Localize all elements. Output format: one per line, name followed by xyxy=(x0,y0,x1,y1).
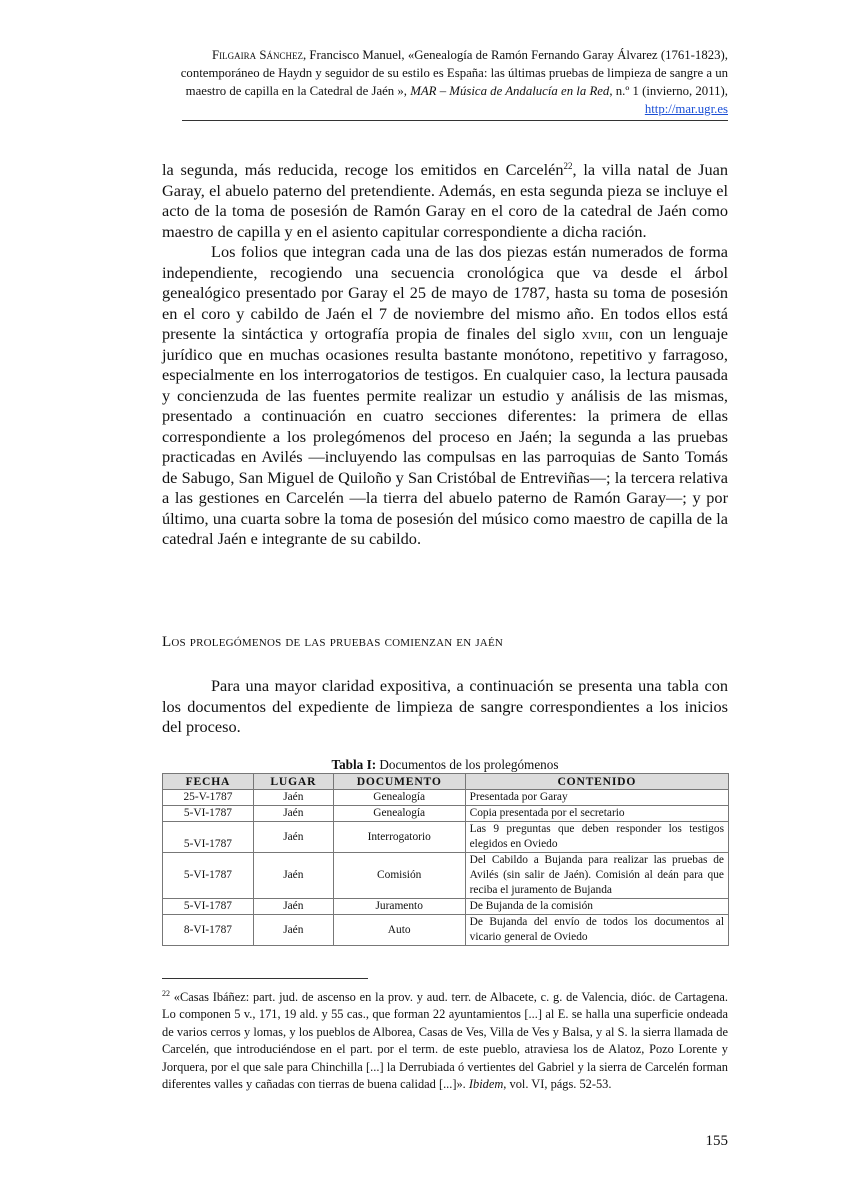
header-issue: , n.º 1 (invierno, 2011), xyxy=(609,84,728,98)
table-header-row xyxy=(163,774,729,790)
table-row: 5-VI-1787 Jaén Interrogatorio Las 9 preguntas que deben responder los testigos elegidos en Oviedo xyxy=(163,822,729,853)
documents-table xyxy=(162,773,729,946)
header-lugar: LUGAR xyxy=(253,774,333,790)
table-row: 8-VI-1787 Jaén Auto De Bujanda del envío de todos los documentos al vicario general de Oviedo xyxy=(163,915,729,946)
header-author: Filgaira Sánchez xyxy=(212,48,303,62)
intro-paragraph: Para una mayor claridad expositiva, a continuación se presenta una tabla con los documentos del expediente de limpieza de sangre correspondientes a los inicios del proceso. xyxy=(162,676,728,736)
header-url-link[interactable]: http://mar.ugr.es xyxy=(644,102,728,116)
page-number: 155 xyxy=(705,1133,728,1149)
running-header xyxy=(160,46,728,121)
footnote-rule xyxy=(162,978,368,979)
table-caption: Tabla I: Documentos de los prolegómenos xyxy=(331,757,559,772)
header-citation: , Francisco Manuel, «Genealogía de Ramón Fernando Garay Álvarez (1761-1823), contemporáneo de Haydn y seguidor de su estilo es España: las últimas pruebas de limpieza de sangre a un maestro de capilla en la Catedral de Jaén », xyxy=(180,48,728,98)
paragraph-1: la segunda, más reducida, recoge los emitidos en Carcelén$^{22}$, la villa natal de Juan Garay, el abuelo paterno del pretendiente. Además, en esta segunda pieza se incluye el acto de la toma de posesión de Ramón Garay en el coro de la catedral de Jaén como maestro de capilla y en el asiento capitular correspondiente a dicha ración. xyxy=(162,160,728,241)
header-documento: DOCUMENTO xyxy=(333,774,465,790)
table-row: 5-VI-1787 Jaén Comisión Del Cabildo a Bujanda para realizar las pruebas de Avilés (sin salir de Jaén). Comisión al deán para que reciba el juramento de Bujanda xyxy=(163,853,729,899)
footnote-reference[interactable]: 22 xyxy=(563,161,573,171)
footnote-22: $^{22}$ «Casas Ibáñez: part. jud. de ascenso en la prov. y aud. terr. de Albacete, c. g. de Valencia, dióc. de Cartagena. Lo componen 5 v., 171, 19 ald. y 55 cas., que forman 22 ayuntamientos [...] al E. se halla una superficie ondeada de varios cerros y lomas, y los pueblos de Alborea, Casas de Ves, Villa de Ves y Balsa, y al S. la sierra llamada de Carcelén, que introduciéndose en el part. por el term. de este pueblo, atraviesa los de Alatoz, Pozo Lorente y Jorquera, por el que sale para Chinchilla [...] la Derrubiada ó vertientes del Gabriel y la sierra de Carcelén forman diferentes valles y cañadas con tierras de buena calidad [...]». Ibidem, vol. VI, págs. 52-53. xyxy=(162,989,728,1092)
header-fecha: FECHA xyxy=(163,774,254,790)
paragraph-2: Los folios que integran cada una de las dos piezas están numerados de forma independiente, recogiendo una secuencia cronológica que va desde el árbol genealógico presentado por Garay el 25 de mayo de 1787, hasta su toma de posesión en el coro y cabildo de Jaén el 7 de noviembre del mismo año. En todos ellos está presente la sintáctica y ortografía propia de finales del siglo xviii, con un lenguaje jurídico que en muchas ocasiones resulta bastante monótono, repetitivo y farragoso, especialmente en los interrogatorios de testigos. En cualquier caso, la lectura pausada y concienzuda de las fuentes permite realizar un estudio y análisis de las mismas, presentado a continuación en cuatro secciones diferentes: la primera de ellas correspondiente a los prolegómenos del proceso en Jaén; la segunda a las pruebas practicadas en Avilés —incluyendo las compulsas en las parroquias de Santo Tomás de Sabugo, San Miguel de Quiloño y San Cristóbal de Entreviñas—; la tercera relativa a las gestiones en Carcelén —la tierra del abuelo paterno de Ramón Garay—; y por último, una cuarta sobre la toma de posesión del músico como maestro de capilla de la catedral Jaén e integrante de su cabildo. xyxy=(162,242,728,548)
table-row: 5-VI-1787 Jaén Genealogía Copia presentada por el secretario xyxy=(163,806,729,822)
table-row: 5-VI-1787 Jaén Juramento De Bujanda de la comisión xyxy=(163,899,729,915)
header-contenido: CONTENIDO xyxy=(465,774,728,790)
table-row: 25-V-1787 Jaén Genealogía Presentada por Garay xyxy=(163,790,729,806)
body-text xyxy=(162,160,728,550)
section-heading: Los prolegómenos de las pruebas comienzan en jaén xyxy=(162,634,504,650)
footnote-number: 22 xyxy=(162,989,170,998)
header-rule xyxy=(182,120,728,121)
header-journal: MAR – Música de Andalucía en la Red xyxy=(410,84,610,98)
